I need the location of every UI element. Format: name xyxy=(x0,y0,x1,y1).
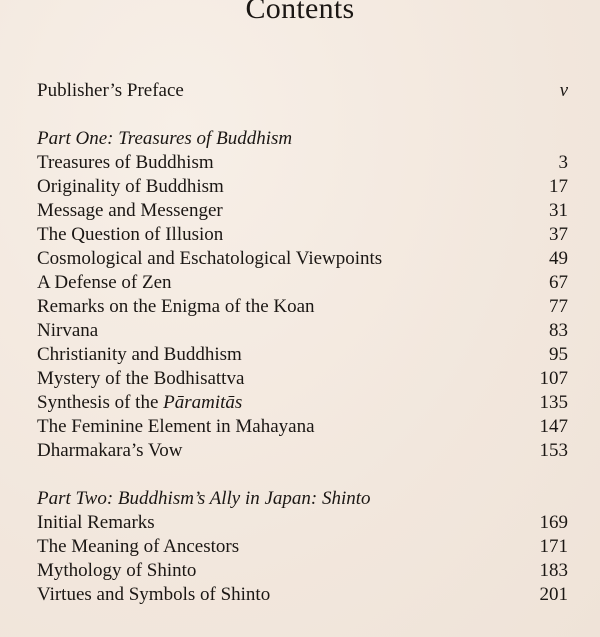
toc-entry-title: Originality of Buddhism xyxy=(37,176,224,197)
toc-entry[interactable] xyxy=(37,511,568,535)
toc-entry-title-prefix: Synthesis of the xyxy=(37,392,164,413)
part-one-heading: Part One: Treasures of Buddhism xyxy=(37,128,293,149)
toc-entry-title: Mythology of Shinto xyxy=(37,560,197,581)
toc-entry[interactable] xyxy=(37,319,568,343)
toc-entry[interactable] xyxy=(37,175,568,199)
toc-entry-preface[interactable] xyxy=(37,79,568,103)
toc-entry-page: 183 xyxy=(539,560,568,581)
toc-entry-page: 17 xyxy=(549,176,568,197)
part-two-heading: Part Two: Buddhism’s Ally in Japan: Shinto xyxy=(37,488,371,509)
toc-entry-page: 67 xyxy=(549,272,568,293)
toc-entry-title xyxy=(37,391,242,415)
toc-entry[interactable] xyxy=(37,391,568,415)
toc-entry-title: The Meaning of Ancestors xyxy=(37,536,240,557)
toc-entry[interactable] xyxy=(37,295,568,319)
toc-entry-page: 83 xyxy=(549,320,568,341)
toc-entry-page: 77 xyxy=(549,296,568,317)
toc-entry-title: Cosmological and Eschatological Viewpoints xyxy=(37,248,383,269)
toc-entry-title: The Question of Illusion xyxy=(37,224,224,245)
toc-entry-title: Publisher’s Preface xyxy=(37,80,184,101)
toc-entry-page: 49 xyxy=(549,248,568,269)
toc-entry-page: 95 xyxy=(549,344,568,365)
toc-entry-page: 153 xyxy=(539,440,568,461)
toc-entry-page: 201 xyxy=(539,584,568,605)
toc-entry-title: Christianity and Buddhism xyxy=(37,344,242,365)
toc-entry-page: 171 xyxy=(539,536,568,557)
toc-entry-page: 147 xyxy=(539,416,568,437)
toc-entry[interactable] xyxy=(37,415,568,439)
toc-entry-title: Nirvana xyxy=(37,320,99,341)
toc-entry-page: 3 xyxy=(558,152,568,173)
toc-entry-title-italic: Pāramitās xyxy=(163,392,243,413)
toc-entry-page: v xyxy=(559,80,568,101)
toc-entry-page: 135 xyxy=(539,392,568,413)
toc-entry[interactable] xyxy=(37,559,568,583)
toc-entry[interactable] xyxy=(37,583,568,607)
toc-entry-title: Initial Remarks xyxy=(37,512,155,533)
toc-entry-page: 37 xyxy=(549,224,568,245)
toc-entry-title: Dharmakara’s Vow xyxy=(37,440,183,461)
toc-entry-title: Mystery of the Bodhisattva xyxy=(37,368,245,389)
toc-entry[interactable] xyxy=(37,535,568,559)
toc-entry-page: 169 xyxy=(539,512,568,533)
page-title: Contents xyxy=(245,0,355,25)
toc-entry[interactable] xyxy=(37,439,568,463)
toc-entry-page: 31 xyxy=(549,200,568,221)
toc-entry[interactable] xyxy=(37,271,568,295)
toc-entry-title: Virtues and Symbols of Shinto xyxy=(37,584,271,605)
toc-entry-page: 107 xyxy=(539,368,568,389)
toc-entry[interactable] xyxy=(37,199,568,223)
toc-entry[interactable] xyxy=(37,151,568,175)
toc-entry-title: Treasures of Buddhism xyxy=(37,152,214,173)
toc-entry-title: Remarks on the Enigma of the Koan xyxy=(37,296,315,317)
toc-entry-title: The Feminine Element in Mahayana xyxy=(37,416,315,437)
toc-entry[interactable] xyxy=(37,367,568,391)
toc-entry[interactable] xyxy=(37,343,568,367)
toc-entry-title: A Defense of Zen xyxy=(37,272,172,293)
toc-entry[interactable] xyxy=(37,247,568,271)
toc-entry[interactable] xyxy=(37,223,568,247)
toc-entry-title: Message and Messenger xyxy=(37,200,223,221)
